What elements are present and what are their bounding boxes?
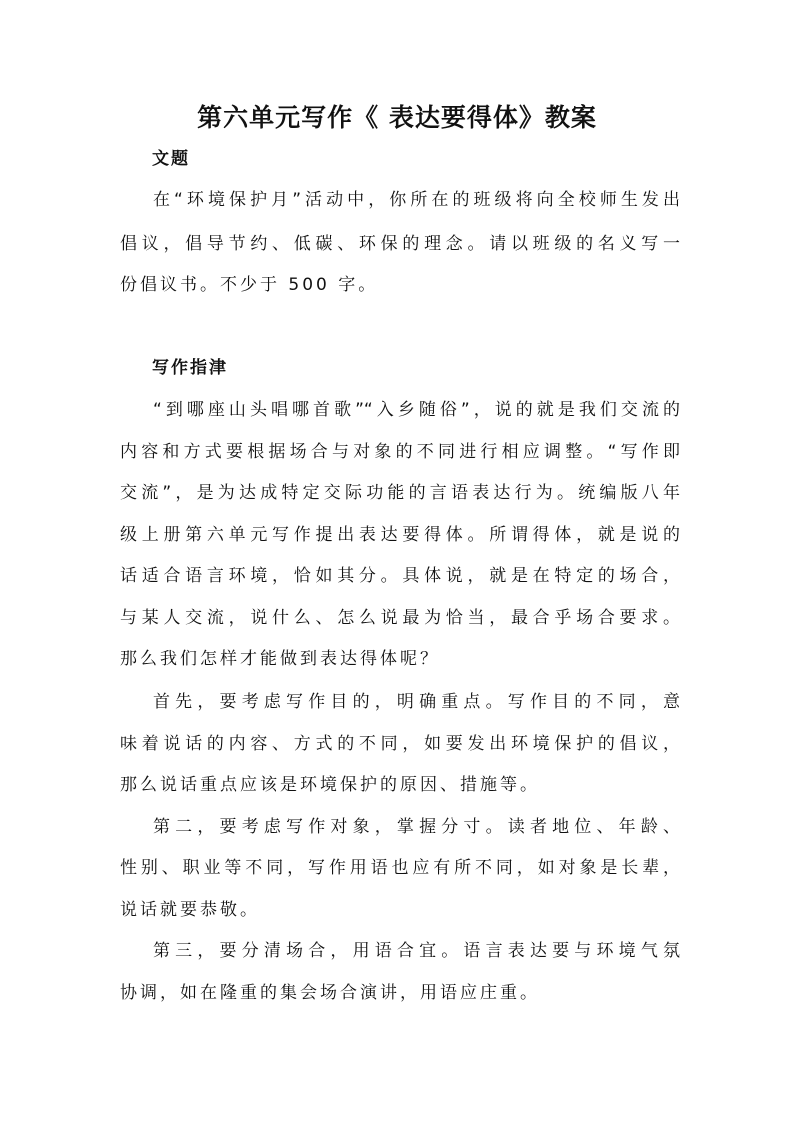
guide-line: 协调，如在隆重的集会场合演讲，用语应庄重。 xyxy=(120,983,540,1003)
topic-line: 在“环境保护月”活动中，你所在的班级将向全校师生发出 xyxy=(153,190,680,210)
guide-line: 与某人交流，说什么、怎么说最为恰当，最合乎场合要求。 xyxy=(120,608,680,628)
guide-line: 味着说话的内容、方式的不同，如要发出环境保护的倡议， xyxy=(120,734,680,754)
guide-line: 那么我们怎样才能做到表达得体呢？ xyxy=(120,649,440,669)
section-heading-guide: 写作指津 xyxy=(152,358,228,378)
guide-line: 级上册第六单元写作提出表达要得体。所谓得体，就是说的 xyxy=(120,525,680,545)
guide-line: 说话就要恭敬。 xyxy=(120,900,260,920)
guide-line: 性别、职业等不同，写作用语也应有所不同，如对象是长辈， xyxy=(120,858,680,878)
guide-line: 那么说话重点应该是环境保护的原因、措施等。 xyxy=(120,775,540,795)
topic-line: 倡议，倡导节约、低碳、环保的理念。请以班级的名义写一 xyxy=(120,234,680,254)
document-title: 第六单元写作《 表达要得体》教案 xyxy=(197,103,597,132)
guide-line: 内容和方式要根据场合与对象的不同进行相应调整。“写作即 xyxy=(120,442,680,462)
guide-line: “到哪座山头唱哪首歌”“入乡随俗”，说的就是我们交流的 xyxy=(153,400,680,420)
guide-line: 第二，要考虑写作对象，掌握分寸。读者地位、年龄、 xyxy=(153,817,680,837)
section-heading-topic: 文题 xyxy=(152,149,190,169)
topic-line: 份倡议书。不少于 500 字。 xyxy=(120,275,379,295)
guide-line: 首先，要考虑写作目的，明确重点。写作目的不同，意 xyxy=(153,692,680,712)
guide-line: 第三，要分清场合，用语合宜。语言表达要与环境气氛 xyxy=(153,941,680,961)
guide-line: 交流”，是为达成特定交际功能的言语表达行为。统编版八年 xyxy=(120,483,680,503)
guide-line: 话适合语言环境，恰如其分。具体说，就是在特定的场合， xyxy=(120,566,680,586)
